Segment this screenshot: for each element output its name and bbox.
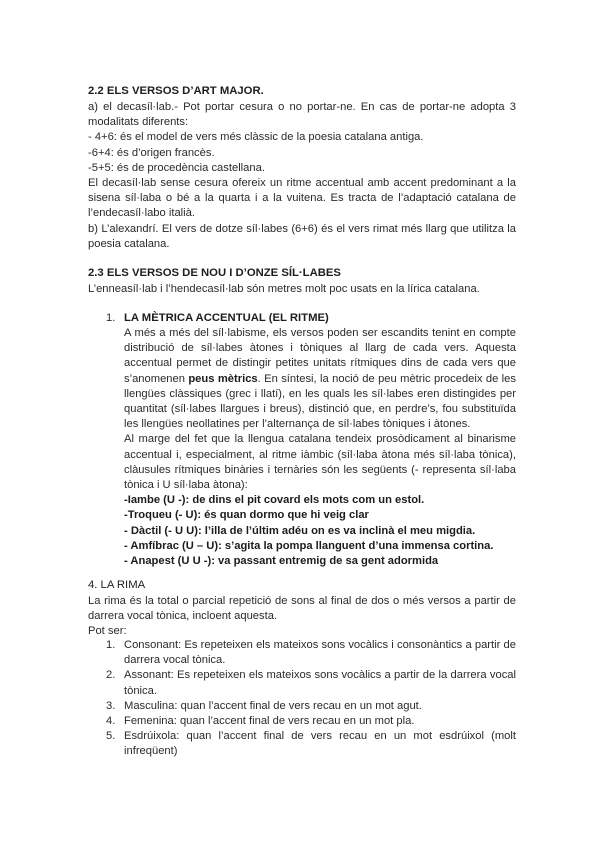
list-number: 5. (106, 730, 116, 743)
text-line: -6+4: és d’origen francès. (88, 146, 215, 159)
rima-list (106, 638, 516, 760)
text-fragment: . En síntesi, la noció de peu mètric procedeix de les (257, 372, 516, 385)
list-number: 2. (106, 669, 116, 682)
list-item (106, 714, 516, 729)
list-number: 4. (106, 714, 116, 727)
metrica-body (124, 326, 516, 569)
bold-term: peus mètrics (188, 372, 258, 385)
text-line: accentual permet de distingir petites unitats rítmiques dins de cada vers que (124, 357, 516, 370)
foot-example: - Dàctil (- U U): l’illa de l’últim adéu on es va inclinà el meu migdia. (124, 524, 476, 537)
text-line: sisena síl·laba o bé a la quarta i a la vuitena. Es tracta de l’adaptació catalana de (88, 192, 516, 205)
text-line: Pot ser: (88, 625, 127, 638)
list-number: 1. (106, 312, 116, 324)
section-heading-2-3: 2.3 ELS VERSOS DE NOU I D’ONZE SÍL·LABES (88, 267, 341, 279)
list-item (106, 668, 516, 698)
text-fragment: s’anomenen (124, 372, 189, 385)
text-line: Masculina: quan l’accent final de vers recau en un mot agut. (124, 699, 422, 712)
foot-example: -Troqueu (- U): és quan dormo que hi veig clar (124, 509, 369, 522)
text-line: El decasíl·lab sense cesura ofereix un ritme accentual amb accent predominant a la (88, 177, 516, 189)
text-line: Assonant: Es repeteixen els mateixos sons vocàlics a partir de la darrera vocal (124, 669, 516, 682)
list-item (106, 699, 516, 714)
text-line: l’endecasíl·labo italià. (88, 207, 195, 220)
list-item (106, 729, 516, 759)
list-number: 1. (106, 639, 116, 651)
text-line: llengües clàssiques (grec i llatí), en les quals les síl·labes eren distingides per (124, 387, 516, 400)
text-line: modalitats diferents: (88, 116, 189, 129)
foot-example: -Iambe (U -): de dins el pit covard els mots com un estol. (124, 494, 425, 507)
text-line: b) L’alexandrí. El vers de dotze síl·labes (6+6) és el vers rimat més llarg que utilitza la (88, 222, 516, 235)
text-line: tònica. (124, 684, 157, 697)
text-line: a) el decasíl·lab.- Pot portar cesura o no portar-ne. En cas de portar-ne adopta 3 (88, 101, 516, 113)
text-line: -5+5: és de procedència castellana. (88, 161, 265, 174)
text-line: poesia catalana. (88, 237, 170, 250)
section-2-2-body (88, 100, 516, 252)
text-line: distribució de síl·labes àtones i tòniques al llarg de cada vers. Aquesta (124, 342, 516, 355)
list-item (106, 638, 516, 668)
text-line: clàusules rítmiques binàries i ternàries són les següents (- representa síl·laba (124, 463, 516, 476)
section-heading-rima: 4. LA RIMA (88, 579, 146, 591)
rima-intro (88, 594, 516, 640)
text-line: Al marge del fet que la llengua catalana tendeix prosòdicament al binarisme (124, 433, 516, 446)
text-line: infreqüent) (124, 745, 178, 758)
text-line: Consonant: Es repeteixen els mateixos sons vocàlics i consonàntics a partir de (124, 639, 516, 651)
text-line: Femenina: quan l’accent final de vers recau en un mot pla. (124, 714, 415, 727)
text-line: La rima és la total o parcial repetició de sons al final de dos o més versos a partir de (88, 595, 516, 607)
section-heading-metrica: LA MÈTRICA ACCENTUAL (EL RITME) (124, 312, 329, 324)
text-line: - 4+6: és el model de vers més clàssic de la poesia catalana antiga. (88, 131, 424, 144)
list-number: 3. (106, 699, 116, 712)
text-line: accentual i, especialment, al ritme iàmbic (síl·laba àtona més síl·laba tònica), (124, 448, 516, 461)
text-line (124, 372, 516, 387)
foot-example: - Anapest (U U -): va passant entremig de sa gent adormida (124, 554, 439, 567)
text-line: Esdrúixola: quan l’accent final de vers recau en un mot esdrúixol (molt (124, 730, 516, 743)
text-line: L’enneasíl·lab i l’hendecasíl·lab són metres molt poc usats en la lírica catalana. (88, 283, 480, 295)
section-2-3-body (88, 282, 516, 297)
text-line: A més a més del síl·labisme, els versos poden ser escandits tenint en compte (124, 327, 516, 339)
text-line: quantitat (síl·labes llargues i breus), distinció que, en perdre’s, fou substituïda (124, 402, 516, 415)
text-line: darrera vocal tònica, incloent aquesta. (88, 610, 278, 623)
foot-example: - Amfíbrac (U – U): s’agita la pompa llanguent d’una immensa cortina. (124, 539, 494, 552)
text-line: tònica i U síl·laba àtona): (124, 478, 248, 491)
section-heading-2-2: 2.2 ELS VERSOS D’ART MAJOR. (88, 85, 264, 97)
text-line: les llengües neollatines per l’alternança de síl·labes tòniques i àtones. (124, 418, 471, 431)
text-line: darrera vocal tònica. (124, 654, 226, 667)
